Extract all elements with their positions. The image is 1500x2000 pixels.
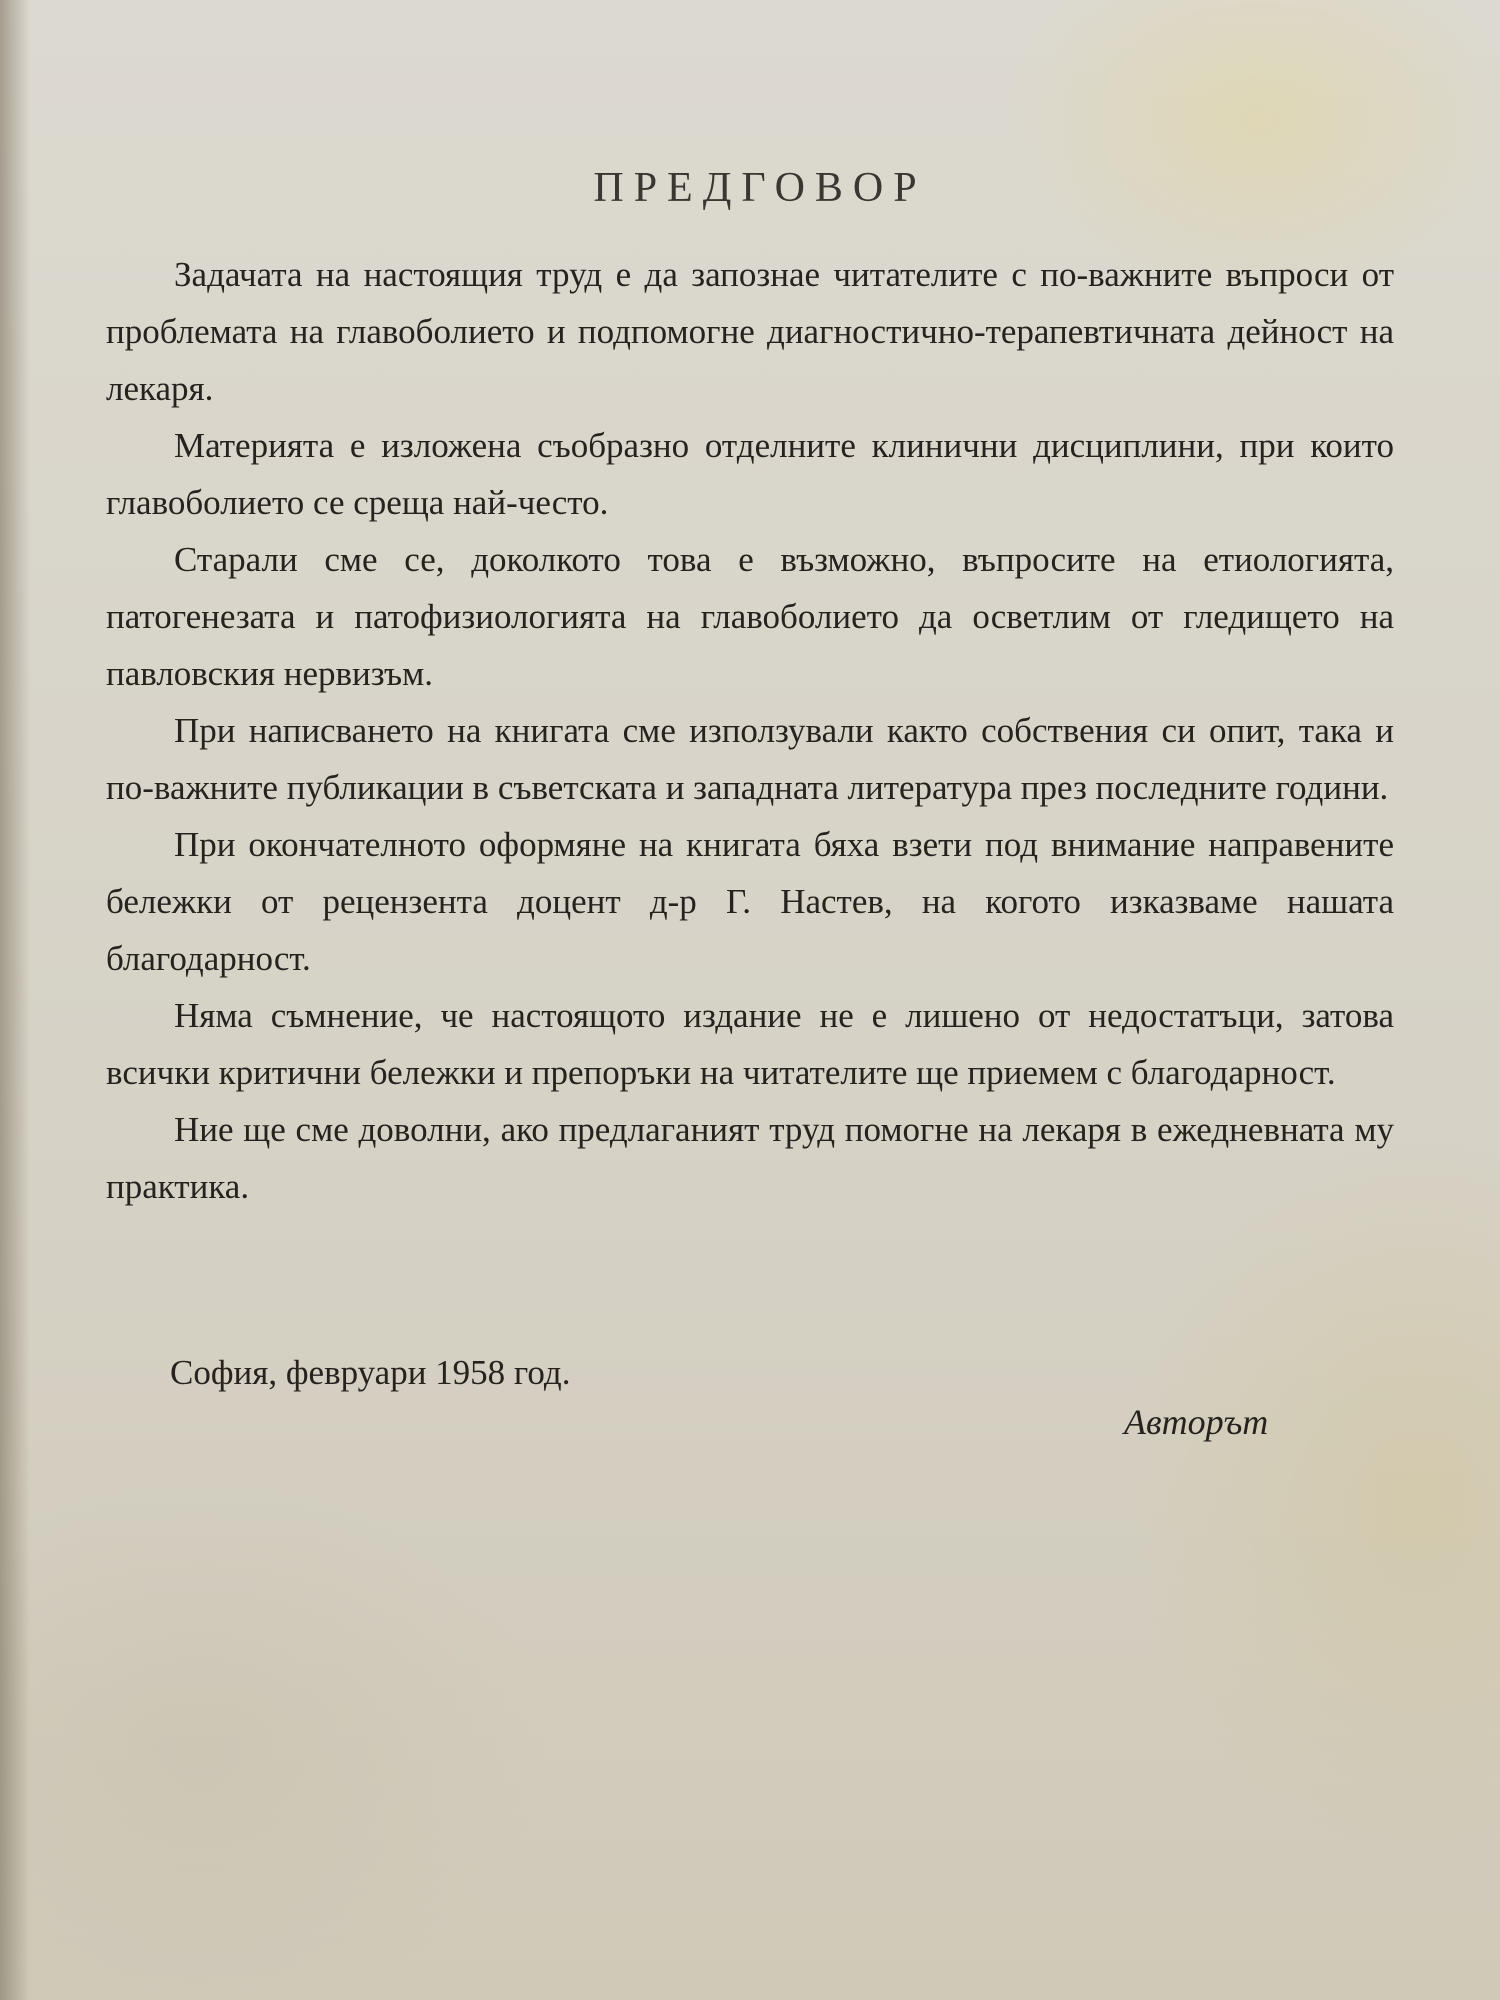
signature: Авторът	[1124, 1402, 1269, 1442]
binding-shadow	[0, 0, 30, 2000]
page-title: ПРЕДГОВОР	[593, 165, 927, 211]
paragraph-3: Старали сме се, доколкото това е възможно, въпросите на етиологията, патогенезата и патофизиологията на главоболието да осветлим от гледището на павловския нервизъм.	[106, 540, 1394, 693]
paragraph-5: При окончателното оформяне на книгата бяха взети под внимание направените бележки от рецензента доцент д-р Г. Настев, на когото изказваме нашата благодарност.	[106, 825, 1394, 978]
paragraph-6: Няма съмнение, че настоящото издание не е лишено от недостатъци, затова всички критични бележки и препоръки на читателите ще приемем с благодарност.	[106, 996, 1394, 1092]
paragraph-4: При написването на книгата сме използували както собствения си опит, така и по-важните публикации в съветската и западната литература през последните години.	[106, 711, 1394, 807]
preface-body	[106, 246, 1394, 1215]
dateline: София, февруари 1958 год.	[170, 1353, 571, 1392]
paragraph-2: Материята е изложена съобразно отделните клинични дисциплини, при които главоболието се среща най-често.	[106, 426, 1394, 522]
paragraph-7: Ние ще сме доволни, ако предлаганият труд помогне на лекаря в ежедневната му практика.	[106, 1110, 1394, 1206]
paragraph-1: Задачата на настоящия труд е да запознае читателите с по-важните въпроси от проблемата на главоболието и подпомогне диагностично-терапевтичната дейност на лекаря.	[106, 255, 1394, 408]
